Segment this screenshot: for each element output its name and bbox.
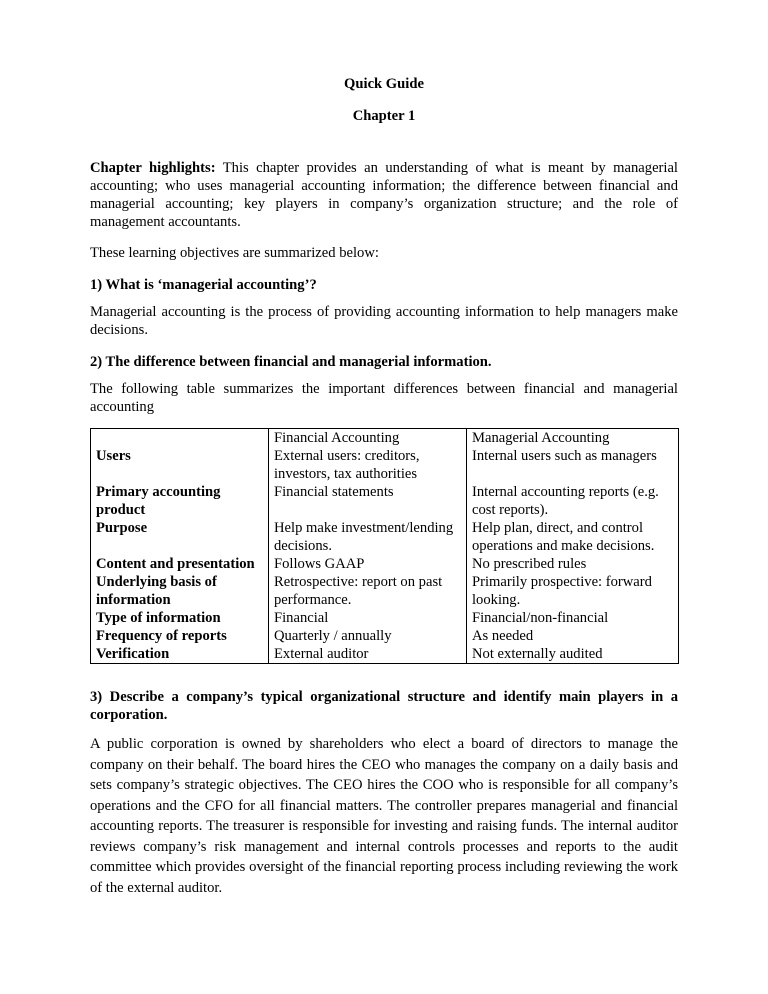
table-row	[91, 519, 679, 555]
section-3-text: A public corporation is owned by shareholders who elect a board of directors to manage the company on their behalf. The board hires the CEO who manages the company on a daily basis and sets company’s strategic objectives. The CEO hires the COO who is responsible for all company’s operations and the CFO for all financial matters. The controller prepares managerial and financial accounting reports. The treasurer is responsible for investing and raising funds. The internal auditor reviews company’s risk management and internal controls processes and reports to the audit committee which provides oversight of the financial reporting process including reviewing the work of the external auditor.	[90, 736, 678, 896]
table-cell: Primarily prospective: forward looking.	[467, 573, 679, 609]
table-row-label: Primary accounting product	[91, 483, 269, 519]
section-1-text: Managerial accounting is the process of providing accounting information to help managers make decisions.	[90, 304, 678, 338]
table-row-label: Content and presentation	[91, 555, 269, 573]
section-1-heading: 1) What is ‘managerial accounting’?	[90, 277, 317, 293]
table-header-cell	[91, 429, 269, 448]
table-row-label: Frequency of reports	[91, 627, 269, 645]
section-2-heading: 2) The difference between financial and managerial information.	[90, 354, 492, 370]
table-row-label: Verification	[91, 645, 269, 664]
table-row	[91, 447, 679, 483]
table-cell: Financial	[269, 609, 467, 627]
table-row-label: Underlying basis of information	[91, 573, 269, 609]
table-cell: Financial/non-financial	[467, 609, 679, 627]
table-row	[91, 645, 679, 664]
table-row	[91, 627, 679, 645]
chapter-heading: Chapter 1	[352, 108, 416, 124]
section-3-heading: 3) Describe a company’s typical organizational structure and identify main players in a corporation.	[90, 689, 678, 723]
table-cell: External users: creditors, investors, tax authorities	[269, 447, 467, 483]
table-row-label: Purpose	[91, 519, 269, 555]
table-row	[91, 573, 679, 609]
table-header-cell: Financial Accounting	[269, 429, 467, 448]
highlights-label: Chapter highlights:	[90, 160, 216, 176]
document-title: Quick Guide	[344, 76, 424, 92]
chapter-highlights-paragraph	[90, 159, 678, 231]
highlights-text: This chapter provides an understanding of what is meant by managerial accounting; who uses managerial accounting information; the difference between financial and managerial accounting; key players in company’s organization structure; and the role of management accountants.	[90, 160, 678, 230]
table-cell: Not externally audited	[467, 645, 679, 664]
table-row	[91, 609, 679, 627]
table-cell: Retrospective: report on past performance.	[269, 573, 467, 609]
table-cell: Financial statements	[269, 483, 467, 519]
table-cell: Help make investment/lending decisions.	[269, 519, 467, 555]
table-header-row	[91, 429, 679, 448]
table-cell: No prescribed rules	[467, 555, 679, 573]
table-row	[91, 483, 679, 519]
table-cell: As needed	[467, 627, 679, 645]
table-row-label: Type of information	[91, 609, 269, 627]
table-row-label: Users	[91, 447, 269, 483]
table-cell: Quarterly / annually	[269, 627, 467, 645]
table-cell: Help plan, direct, and control operations and make decisions.	[467, 519, 679, 555]
table-cell: Internal accounting reports (e.g. cost reports).	[467, 483, 679, 519]
intro-paragraph: These learning objectives are summarized below:	[90, 245, 379, 261]
document-page	[90, 70, 678, 898]
section-2-text: The following table summarizes the important differences between financial and managerial accounting	[90, 381, 678, 415]
table-cell: Follows GAAP	[269, 555, 467, 573]
comparison-table	[90, 428, 679, 664]
table-cell: External auditor	[269, 645, 467, 664]
table-row	[91, 555, 679, 573]
table-header-cell: Managerial Accounting	[467, 429, 679, 448]
table-cell: Internal users such as managers	[467, 447, 679, 483]
